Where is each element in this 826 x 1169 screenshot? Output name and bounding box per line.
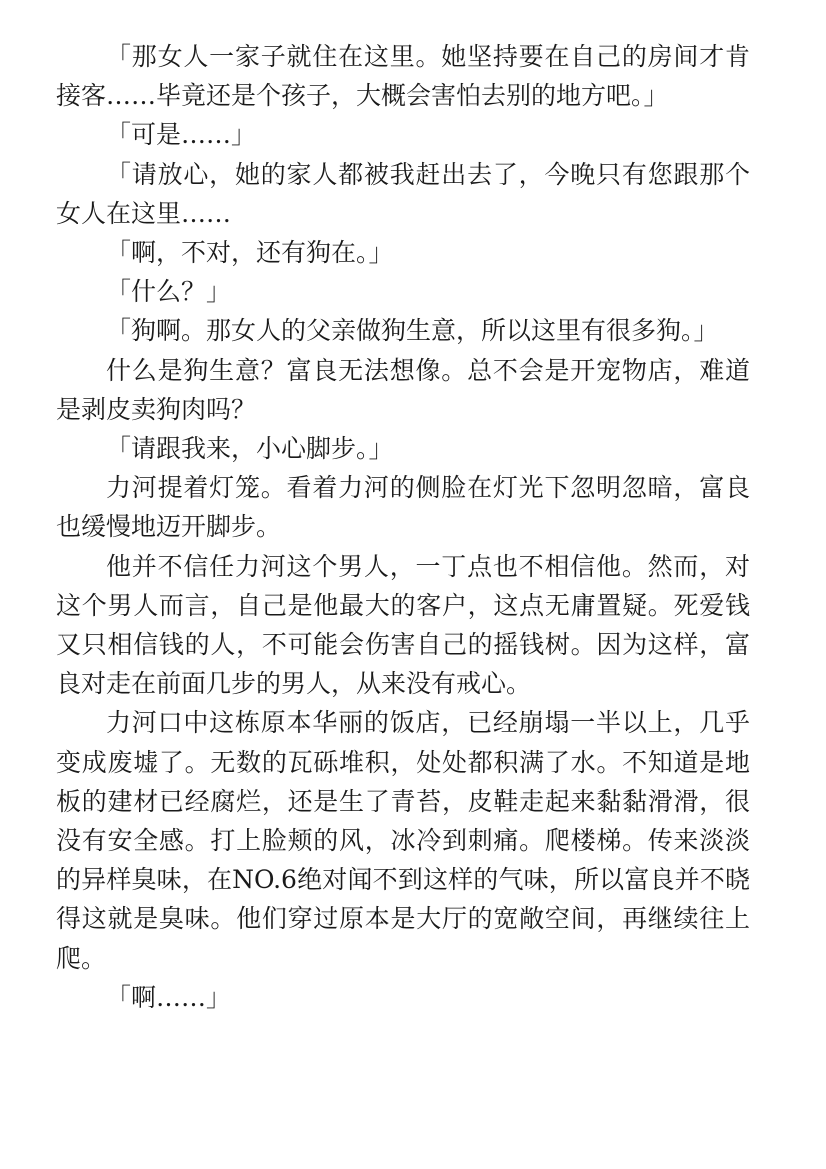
paragraph: 「请跟我来，小心脚步。」	[106, 434, 394, 464]
paragraph: 「狗啊。那女人的父亲做狗生意，所以这里有很多狗。」	[106, 316, 719, 346]
paragraph: 力河提着灯笼。看着力河的侧脸在灯光下忽明忽暗，富良也缓慢地迈开脚步。	[56, 473, 750, 542]
paragraph: 「啊，不对，还有狗在。」	[106, 238, 394, 268]
paragraph: 「可是……」	[106, 120, 257, 150]
paragraph: 他并不信任力河这个男人，一丁点也不相信他。然而，对这个男人而言，自己是他最大的客户，这点无庸置疑。死爱钱又只相信钱的人，不可能会伤害自己的摇钱树。因为这样，富良对走在前面几步的男人，从来没有戒心。	[56, 551, 750, 699]
paragraph: 力河口中这栋原本华丽的饭店，已经崩塌一半以上，几乎变成废墟了。无数的瓦砾堆积，处处都积满了水。不知道是地板的建材已经腐烂，还是生了青苔，皮鞋走起来黏黏滑滑，很没有安全感。打上脸颊的风，冰冷到刺痛。爬楼梯。传来淡淡的异样臭味，在NO.6绝对闻不到这样的气味，所以富良并不晓得这就是臭味。他们穿过原本是大厅的宽敞空间，再继续往上爬。	[56, 708, 750, 973]
page-body	[56, 37, 750, 1017]
paragraph: 「那女人一家子就住在这里。她坚持要在自己的房间才肯接客……毕竟还是个孩子，大概会害怕去别的地方吧。」	[56, 42, 750, 111]
paragraph: 「什么？」	[106, 277, 232, 307]
paragraph: 「请放心，她的家人都被我赶出去了，今晚只有您跟那个女人在这里……	[56, 159, 750, 228]
paragraph: 「啊……」	[106, 982, 232, 1012]
paragraph: 什么是狗生意？富良无法想像。总不会是开宠物店，难道是剥皮卖狗肉吗？	[56, 355, 750, 424]
